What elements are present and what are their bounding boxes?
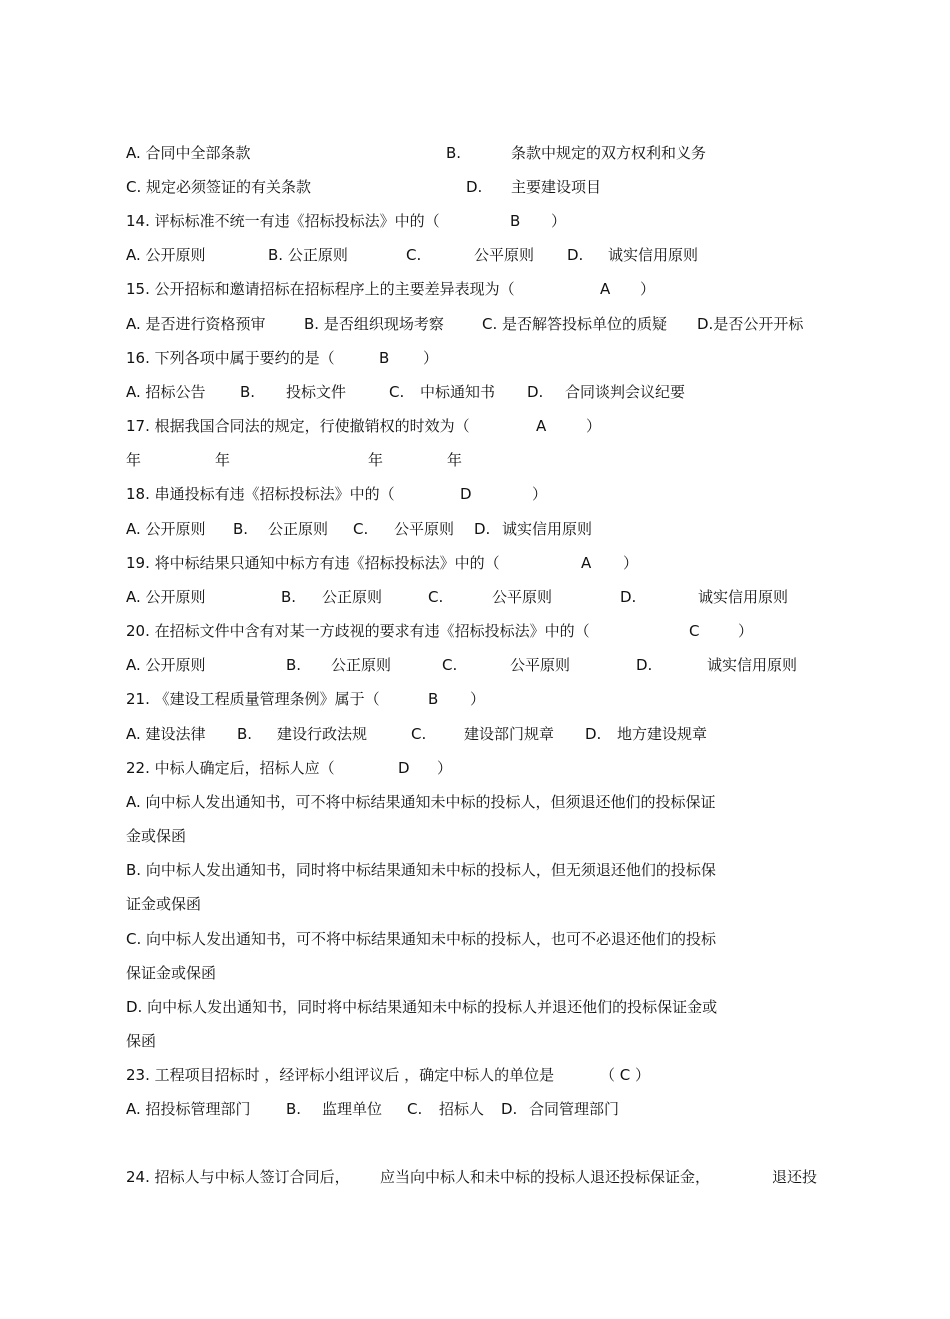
option-d-text: 合同谈判会议纪要 [565, 383, 686, 401]
option-b-text: 公正原则 [322, 588, 383, 606]
question-text: 17. 根据我国合同法的规定，行使撤销权的时效为（ [126, 417, 470, 435]
option-d-text: 诚实信用原则 [707, 656, 798, 674]
question-text: 24. 招标人与中标人签订合同后， [126, 1168, 350, 1186]
option-b-continued: 证金或保函 [126, 895, 202, 913]
option-d-text: 诚实信用原则 [698, 588, 789, 606]
answer: A [581, 554, 592, 572]
option-a-continued: 金或保函 [126, 827, 187, 845]
option-b-label: B. [233, 520, 249, 538]
option-b-label: B. [237, 725, 253, 743]
option-b-text: 公正原则 [268, 520, 329, 538]
option-c-text: 招标人 [439, 1100, 485, 1118]
bracket-close: ） [640, 280, 656, 298]
option-c: 年 [368, 451, 384, 469]
answer: B [428, 690, 439, 708]
option-a: A. 建设法律 [126, 725, 206, 743]
bracket-close: ） [437, 759, 453, 777]
bracket-close: ） [738, 622, 754, 640]
option-d-line: D. 向中标人发出通知书，同时将中标结果通知未中标的投标人并退还他们的投标保证金或 [126, 998, 718, 1016]
option-d-label: D. [474, 520, 491, 538]
option-b-text: 公正原则 [331, 656, 392, 674]
option-b-label: B. [446, 144, 462, 162]
option-a: A. 招标公告 [126, 383, 206, 401]
question-text: 14. 评标标准不统一有违《招标投标法》中的（ [126, 212, 440, 230]
option-d-label: D. [636, 656, 653, 674]
answer: B [510, 212, 521, 230]
option-b-text: 投标文件 [286, 383, 347, 401]
option-d: D.是否公开开标 [697, 315, 804, 333]
question-text: 22. 中标人确定后，招标人应（ [126, 759, 335, 777]
option-d-label: D. [585, 725, 602, 743]
question-text: 16. 下列各项中属于要约的是（ [126, 349, 335, 367]
option-d-label: D. [501, 1100, 518, 1118]
question-text: 23. 工程项目招标时 ，经评标小组评议后 ，确定中标人的单位是 [126, 1066, 555, 1084]
option-c: C. 规定必须签证的有关条款 [126, 178, 312, 196]
question-text: 18. 串通投标有违《招标投标法》中的（ [126, 485, 395, 503]
option-b-line: B. 向中标人发出通知书，同时将中标结果通知未中标的投标人，但无须退还他们的投标保 [126, 861, 716, 879]
option-a: A. 合同中全部条款 [126, 144, 251, 162]
option-c-label: C. [406, 246, 422, 264]
question-text: 19. 将中标结果只通知中标方有违《招标投标法》中的（ [126, 554, 500, 572]
option-c-text: 公平原则 [510, 656, 571, 674]
option-a: A. 是否进行资格预审 [126, 315, 266, 333]
bracket-close: ） [532, 485, 548, 503]
option-c-text: 公平原则 [492, 588, 553, 606]
option-d-text: 地方建设规章 [617, 725, 708, 743]
option-d-label: D. [567, 246, 584, 264]
option-a: A. 公开原则 [126, 656, 206, 674]
option-c-text: 中标通知书 [420, 383, 496, 401]
option-c-continued: 保证金或保函 [126, 964, 217, 982]
option-a: A. 公开原则 [126, 246, 206, 264]
option-c-text: 公平原则 [474, 246, 535, 264]
question-text-tail: 退还投 [772, 1168, 818, 1186]
option-d-text: 诚实信用原则 [502, 520, 593, 538]
option-d-continued: 保函 [126, 1032, 157, 1050]
option-d-text: 合同管理部门 [529, 1100, 620, 1118]
bracket-close: ） [551, 212, 567, 230]
bracket-close: ） [586, 417, 602, 435]
answer: C [689, 622, 700, 640]
answer: B [379, 349, 390, 367]
option-d: 年 [447, 451, 463, 469]
option-c-label: C. [353, 520, 369, 538]
option-d-label: D. [527, 383, 544, 401]
option-d-text: 诚实信用原则 [608, 246, 699, 264]
option-c-line: C. 向中标人发出通知书，可不将中标结果通知未中标的投标人，也可不必退还他们的投标 [126, 930, 717, 948]
answer: D [398, 759, 410, 777]
option-a: A. 公开原则 [126, 520, 206, 538]
option-b-text: 建设行政法规 [277, 725, 368, 743]
option-d-text: 主要建设项目 [511, 178, 602, 196]
option-a: A. 招投标管理部门 [126, 1100, 251, 1118]
option-b-text: 监理单位 [322, 1100, 383, 1118]
option-a-line: A. 向中标人发出通知书，可不将中标结果通知未中标的投标人，但须退还他们的投标保证 [126, 793, 716, 811]
option-b-label: B. [286, 1100, 302, 1118]
option-b-label: B. [286, 656, 302, 674]
option-c-label: C. [442, 656, 458, 674]
question-text: 21. 《建设工程质量管理条例》属于（ [126, 690, 380, 708]
option-c-label: C. [407, 1100, 423, 1118]
option-d-label: D. [466, 178, 483, 196]
answer: （ C ） [600, 1066, 651, 1084]
question-text: 15. 公开招标和邀请招标在招标程序上的主要差异表现为（ [126, 280, 515, 298]
option-b-label: B. [281, 588, 297, 606]
option-a: 年 [126, 451, 142, 469]
option-b-text: 条款中规定的双方权利和义务 [511, 144, 707, 162]
option-b: B. 是否组织现场考察 [304, 315, 444, 333]
option-a: A. 公开原则 [126, 588, 206, 606]
bracket-close: ） [423, 349, 439, 367]
option-d-label: D. [620, 588, 637, 606]
option-b-label: B. [240, 383, 256, 401]
bracket-close: ） [470, 690, 486, 708]
bracket-close: ） [623, 554, 639, 572]
option-c-text: 公平原则 [394, 520, 455, 538]
question-text: 20. 在招标文件中含有对某一方歧视的要求有违《招标投标法》中的（ [126, 622, 590, 640]
option-b: 年 [215, 451, 231, 469]
option-c-text: 建设部门规章 [464, 725, 555, 743]
answer: A [600, 280, 611, 298]
answer: A [536, 417, 547, 435]
option-c-label: C. [389, 383, 405, 401]
option-c-label: C. [428, 588, 444, 606]
answer: D [460, 485, 472, 503]
option-b: B. 公正原则 [268, 246, 348, 264]
option-c-label: C. [411, 725, 427, 743]
question-text-continued: 应当向中标人和未中标的投标人退还投标保证金， [380, 1168, 711, 1186]
option-c: C. 是否解答投标单位的质疑 [482, 315, 668, 333]
